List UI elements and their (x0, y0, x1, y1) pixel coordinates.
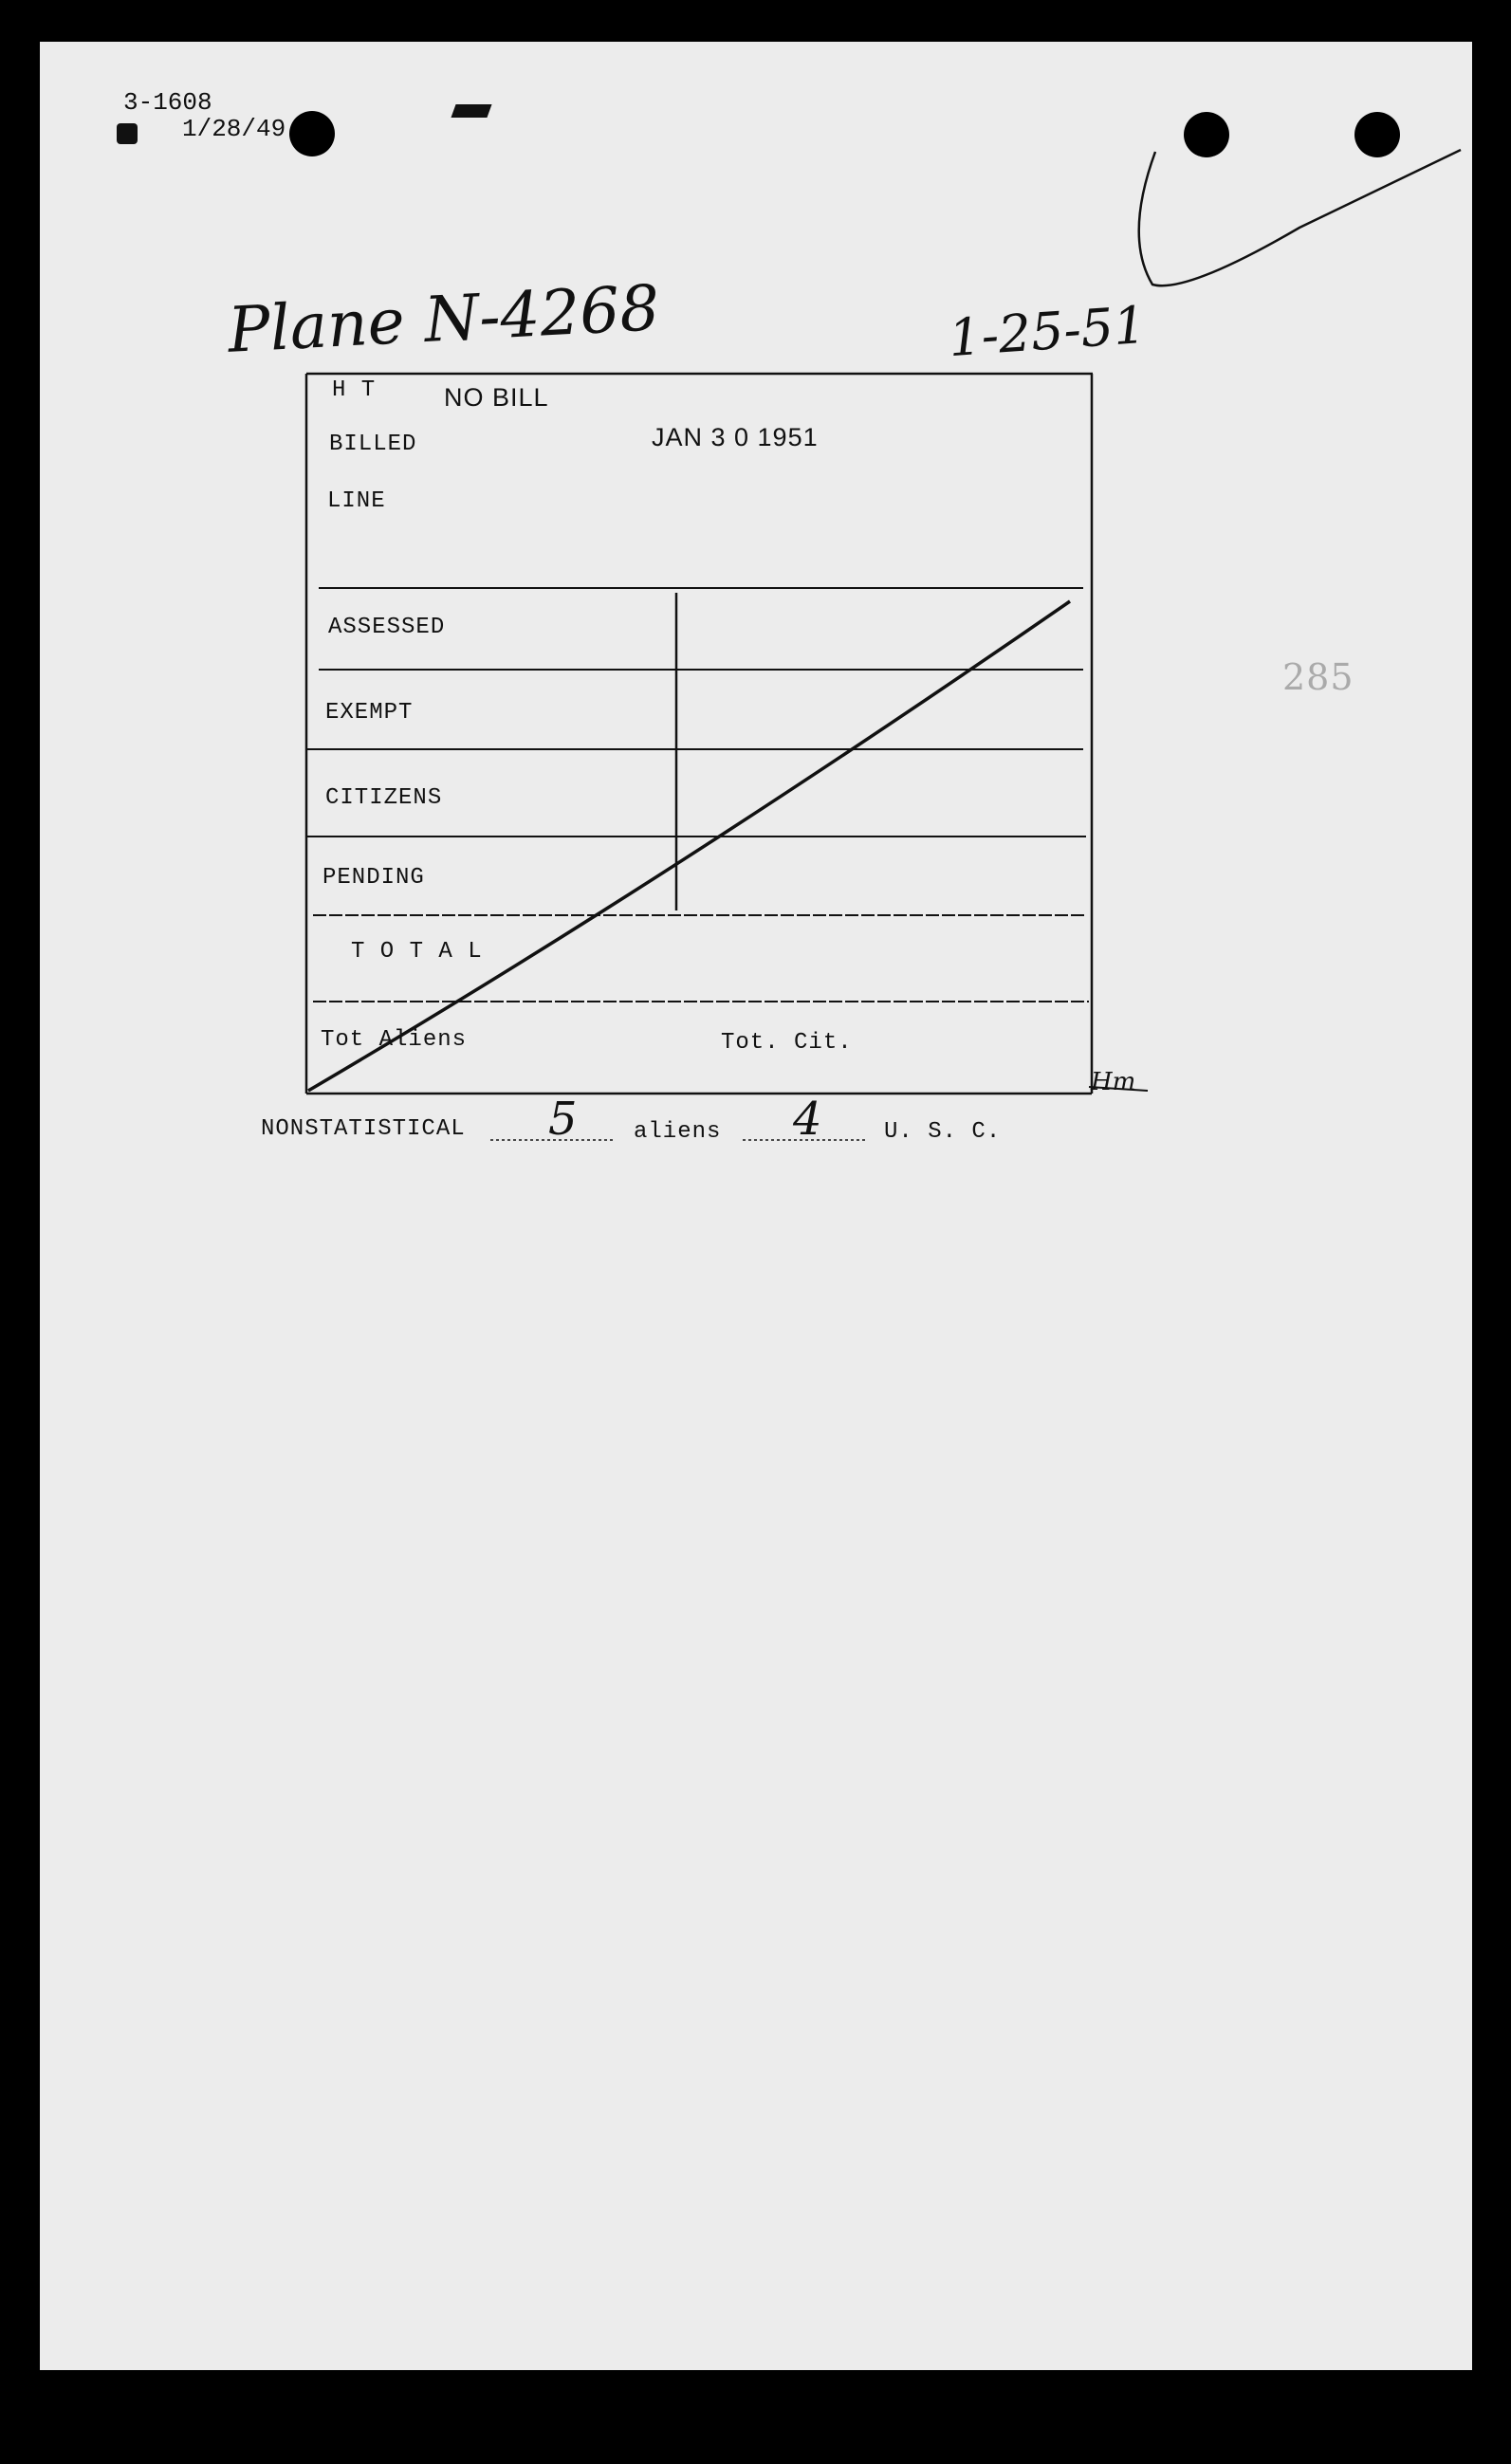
no-bill-stamp: NO BILL (444, 383, 549, 412)
handwritten-date: 1-25-51 (947, 294, 1149, 369)
form-code-date: 1/28/49 (182, 115, 286, 143)
usc-label: U. S. C. (884, 1119, 1002, 1145)
handwritten-aliens-count: 5 (548, 1093, 578, 1146)
nonstatistical-label: NONSTATISTICAL (261, 1116, 466, 1142)
initials-flourish (1089, 1087, 1148, 1091)
aliens-label: aliens (634, 1119, 722, 1145)
pending-label: PENDING (322, 865, 425, 891)
handwritten-usc-count: 4 (793, 1093, 822, 1146)
form-code-number: 3-1608 (123, 88, 212, 117)
citizens-label: CITIZENS (325, 785, 443, 811)
check-mark (1139, 150, 1461, 285)
billed-label: BILLED (329, 432, 417, 457)
page-number: 285 (1282, 656, 1354, 698)
exempt-label: EXEMPT (325, 700, 414, 726)
line-label: LINE (327, 488, 386, 514)
handwritten-plane-number: Plane N-4268 (226, 271, 662, 367)
total-label: T O T A L (351, 939, 483, 965)
handwritten-initials: Hm (1091, 1068, 1136, 1096)
header-label: H T (332, 377, 377, 403)
cancel-stroke (308, 601, 1070, 1091)
tot-aliens-label: Tot Aliens (321, 1027, 468, 1053)
tot-cit-label: Tot. Cit. (721, 1030, 853, 1056)
received-date-stamp: JAN 3 0 1951 (652, 423, 819, 451)
assessed-label: ASSESSED (328, 615, 446, 640)
